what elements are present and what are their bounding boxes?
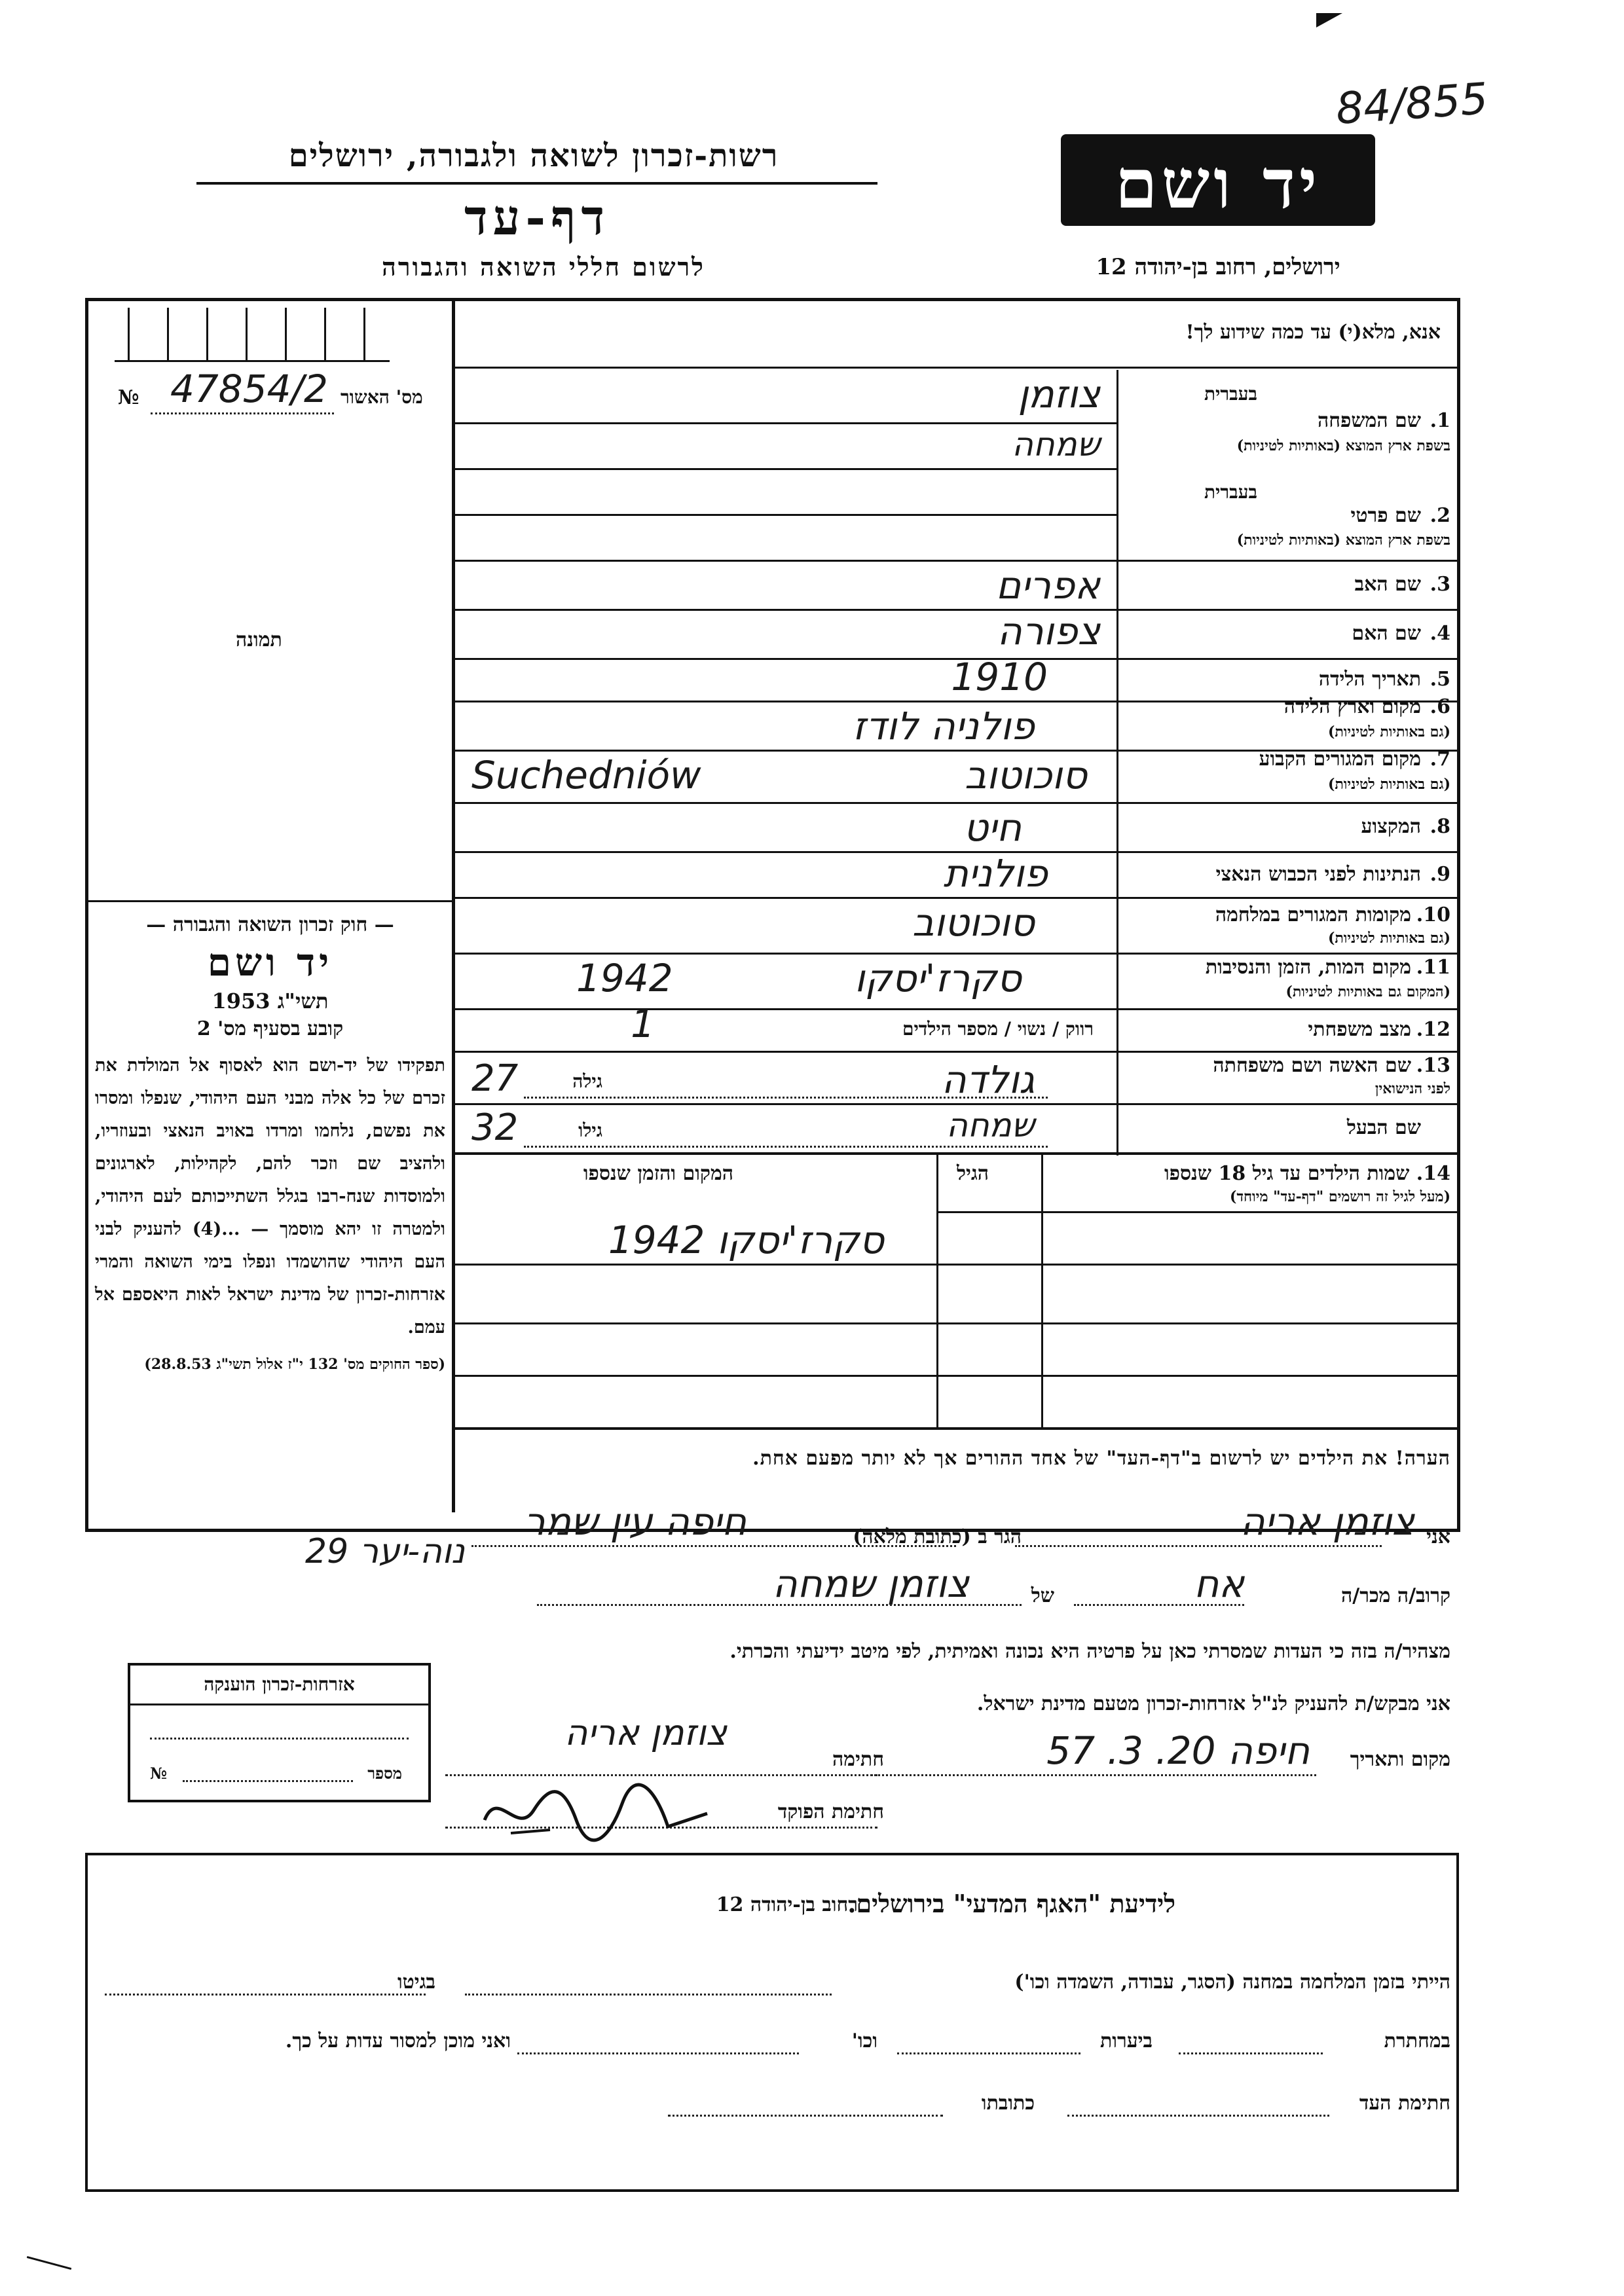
field-10-label: מקומות המגורים במלחמה xyxy=(1215,903,1411,926)
footer-line2-dots-1 xyxy=(1179,2052,1323,2054)
row-line-7 xyxy=(455,802,1457,804)
signature-value: צוזמן אריה xyxy=(564,1712,727,1753)
field-2-num: 2. xyxy=(1430,504,1450,527)
declaration-relation-label: קרוב/ה מכר/ה xyxy=(1341,1584,1450,1607)
photo-label: תמונה xyxy=(236,629,282,651)
footer-line2-b: ביערות xyxy=(1099,2030,1153,2052)
footer-line2-c: וכו' xyxy=(851,2030,877,2052)
officer-signature-label: חתימת הפוקד xyxy=(777,1800,884,1823)
officer-signature xyxy=(471,1774,720,1846)
left-column-divider xyxy=(452,301,455,1512)
field-12-value: 1 xyxy=(631,1002,655,1046)
certificate-ticks xyxy=(115,308,390,362)
husband-age: 32 xyxy=(471,1106,519,1149)
field-8-label: המקצוע xyxy=(1361,815,1421,838)
field-5-num: 5. xyxy=(1430,668,1450,691)
field-13-sub: לפני הנישואין xyxy=(1375,1080,1450,1097)
footer-line3-dots-1 xyxy=(1067,2115,1329,2117)
place-date-value: חיפה 20. 3. 57 xyxy=(1046,1728,1310,1773)
field-3-value: אפרים xyxy=(995,563,1100,608)
yad-vashem-address: ירושלים, רחוב בן-יהודה 12 xyxy=(1096,254,1340,280)
field-2-sub: בשפת ארץ המוצא (באותיות לטיניות) xyxy=(1236,532,1450,549)
certificate-dots xyxy=(151,412,334,414)
footer-line3-b: כתובתו xyxy=(981,2092,1035,2115)
footer-line3-a: חתימת העד xyxy=(1359,2092,1450,2115)
intro-row-line xyxy=(455,367,1457,369)
children-label: 14. שמות הילדים עד גיל 18 שנספו xyxy=(1164,1162,1450,1185)
row-line-12 xyxy=(455,1051,1457,1053)
footer-line2-a: במחתרת xyxy=(1384,2030,1450,2052)
declaration-request: אני מבקש/ת להעניק לנ"ל אזרחות-זכרון מטעם מדינת ישראל. xyxy=(976,1692,1450,1715)
place-date-label: מקום ותאריך xyxy=(1350,1748,1450,1771)
law-section xyxy=(95,913,445,1373)
declaration-relation: אח xyxy=(1194,1561,1244,1606)
children-row-line-1 xyxy=(455,1264,1457,1266)
footer-address: רחוב בן-יהודה 12 xyxy=(716,1893,858,1916)
field-13-age-label: גילה xyxy=(572,1070,602,1092)
certificate-symbol: № xyxy=(118,386,139,409)
field-12-num: 12. xyxy=(1416,1018,1450,1041)
field-10-value: סוכוטוב xyxy=(912,900,1035,945)
citizenship-box-symbol: № xyxy=(150,1764,168,1783)
footer-line2-dots-2 xyxy=(897,2052,1080,2054)
law-name: יד ושם xyxy=(207,940,333,985)
footer-line2-dots-3 xyxy=(517,2052,799,2054)
law-section-ref: קובע בסעיף מס' 2 xyxy=(196,1017,344,1040)
row-line-10 xyxy=(455,953,1457,955)
children-row-1-place: סקרז'יסקו 1942 xyxy=(608,1218,884,1262)
law-divider xyxy=(88,900,452,902)
footer-line1-dots-2 xyxy=(105,1994,426,1995)
law-source: (ספר החוקים מס' 132 י"ז אלול תשי"ג 28.8.53) xyxy=(144,1356,445,1373)
field-7-label: מקום המגורים הקבוע xyxy=(1259,748,1421,771)
citizenship-box xyxy=(128,1663,431,1802)
field-9-num: 9. xyxy=(1430,863,1450,886)
field-1-side: בעברית xyxy=(1204,383,1257,405)
field-13-age: 27 xyxy=(471,1057,519,1100)
citizenship-box-title-line xyxy=(130,1704,428,1705)
children-age-header: הגיל xyxy=(956,1162,989,1185)
logo-text: יד ושם xyxy=(1115,143,1321,224)
field-6-sub: (גם באותיות לטיניות) xyxy=(1327,723,1450,740)
signature-label: חתימה xyxy=(832,1748,884,1771)
field-9-value: פולנית xyxy=(943,851,1048,896)
field-1-label: שם המשפחה xyxy=(1317,409,1421,432)
declaration-address-cont: נוה-יער 29 xyxy=(305,1532,465,1571)
children-row-line-3 xyxy=(455,1375,1457,1377)
field-4-label: שם האם xyxy=(1352,622,1421,645)
law-year-number: 1953 xyxy=(212,989,270,1013)
declaration-i-label: אני xyxy=(1426,1525,1450,1548)
field-3-num: 3. xyxy=(1430,573,1450,596)
children-row-line-2 xyxy=(455,1322,1457,1324)
children-col-1 xyxy=(1041,1154,1043,1429)
field-10-sub: (גם באותיות לטיניות) xyxy=(1327,930,1450,947)
field-8-num: 8. xyxy=(1430,815,1450,838)
husband-value: שמחה xyxy=(946,1106,1035,1144)
citizenship-box-dots-2 xyxy=(183,1780,353,1782)
field-2-side: בעברית xyxy=(1204,481,1257,503)
certificate-label: מס' האשור xyxy=(341,386,423,408)
yad-vashem-logo xyxy=(1061,134,1375,226)
declaration-statement: מצהיר/ה בזה כי העדות שמסרתי כאן על פרטיה היא נכונה ואמיתית, לפי מיטב ידיעתי והכרתי. xyxy=(729,1640,1450,1663)
field-2-label: שם פרטי xyxy=(1350,504,1421,527)
field-7-sub: (גם באותיות לטיניות) xyxy=(1327,776,1450,793)
declaration-of-label: של xyxy=(1031,1584,1054,1607)
field-6-num: 6. xyxy=(1430,695,1450,718)
row-line-1a xyxy=(455,422,1116,424)
law-year-hebrew: תשי"ג xyxy=(277,989,329,1013)
law-heading: — חוק זכרון השואה והגבורה — xyxy=(146,913,394,936)
law-body: תפקידו של יד-ושם הוא לאסוף אל המולדת את זכרם של כל אלה מבני העם היהודי, שנפלו ומסרו את נפשם, נלחמו ומרדו באויב הנאצי ובעוזריו, ולהציב שם וזכר להם, לקהילות, לארגונים ולמוסדות שנח-רבו בגלל השתייכותם לעם היהודי, ולמטרה זו יהא מוסמך — ...(4) להעניק לבני העם היהודי שהושמדו ונפלו בימי השואה והמרי אזרחות-זכרון של מדינת ישראל לאות היאספם אל עמם. xyxy=(95,1055,445,1338)
husband-age-label: גילו xyxy=(578,1120,602,1141)
field-13-value: גולדה xyxy=(941,1057,1035,1102)
field-11-label: מקום המות, הזמן והנסיבות xyxy=(1205,956,1411,979)
row-line-13 xyxy=(455,1103,1457,1105)
field-11-value: סקרז'יסקו xyxy=(854,956,1022,1000)
reference-number: 84/855 xyxy=(1334,73,1490,135)
row-line-1b xyxy=(455,468,1116,470)
field-11-sub: (המקום גם באותיות לטיניות) xyxy=(1285,983,1450,1000)
certificate-number: 47854/2 xyxy=(170,367,328,411)
authority-underline xyxy=(196,182,877,185)
field-13-num: 13. xyxy=(1416,1054,1450,1077)
age-dots-2 xyxy=(524,1146,1048,1148)
field-6-value: פולניה לודז xyxy=(852,704,1035,748)
field-3-label: שם האב xyxy=(1354,573,1421,596)
declaration-address: חיפה עין שמר xyxy=(523,1499,747,1544)
field-1-num: 1. xyxy=(1430,409,1450,432)
declaration-relation-dots xyxy=(1074,1604,1244,1606)
field-5-value: 1910 xyxy=(951,655,1048,699)
footer-line2-d: ואני מוכן למסור עדות על כך. xyxy=(285,2030,511,2052)
row-line-2a xyxy=(455,514,1116,516)
note-text: הערה! את הילדים יש לרשום ב"דף-העד" של אחד ההורים אך לא יותר מפעם אחת. xyxy=(752,1447,1450,1470)
footer-line1-dots xyxy=(465,1994,832,1995)
citizenship-box-dots-1 xyxy=(150,1738,409,1740)
husband-label: שם הבעל xyxy=(1346,1116,1421,1139)
field-1-value: צוזמן xyxy=(1018,372,1100,416)
declaration-name: צוזמן אריה xyxy=(1240,1499,1414,1544)
field-13-label: שם האשה ושם משפחתה xyxy=(1213,1054,1411,1077)
law-year xyxy=(95,989,445,1013)
children-col-2 xyxy=(936,1154,938,1429)
corner-mark xyxy=(1316,13,1342,27)
field-7-value: סוכוטוב xyxy=(965,753,1087,797)
field-1-value2: שמחה xyxy=(1012,426,1100,464)
field-5-label: תאריך הלידה xyxy=(1318,668,1421,691)
row-line-9 xyxy=(455,897,1457,899)
row-line-3 xyxy=(455,609,1457,611)
row-line-2b xyxy=(455,560,1457,562)
field-7-num: 7. xyxy=(1430,748,1450,771)
footer-line3-dots-2 xyxy=(668,2115,943,2117)
field-6-label: מקום וארץ הלידה xyxy=(1283,695,1421,718)
field-1-sub: בשפת ארץ המוצא (באותיות לטיניות) xyxy=(1236,437,1450,454)
field-12-extra-label: רווק / נשוי / מספר הילדים xyxy=(902,1018,1094,1040)
citizenship-box-title: אזרחות-זכרון הוענקה xyxy=(204,1673,355,1695)
age-dots-1 xyxy=(524,1097,1048,1099)
field-11-year: 1942 xyxy=(576,956,673,1000)
declaration-of-dots xyxy=(537,1604,1022,1606)
label-column-divider xyxy=(1116,370,1118,1156)
field-9-label: הנתינות לפני הכבוש הנאצי xyxy=(1215,863,1421,886)
declaration-name-dots xyxy=(1015,1545,1382,1547)
row-line-11 xyxy=(455,1008,1457,1010)
place-date-dots xyxy=(871,1774,1316,1776)
footer-line1-a: הייתי בזמן המלחמה במחנה (הסגר, עבודה, השמדה וכו') xyxy=(1014,1971,1450,1994)
field-4-value: צפורה xyxy=(997,609,1100,653)
field-12-label: מצב משפחתי xyxy=(1308,1018,1411,1041)
field-7-value-latin: Suchedniów xyxy=(471,753,701,797)
citizenship-box-number-label: מספר xyxy=(367,1764,402,1783)
footer-line1-b: בגיטו xyxy=(397,1971,435,1994)
footer-title: לידיעת "האגף המדעי" בירושלים. xyxy=(847,1889,1175,1918)
margin-mark xyxy=(27,2256,71,2270)
children-place-header: המקום והזמן שנספו xyxy=(583,1162,733,1185)
field-10-num: 10. xyxy=(1416,903,1450,926)
declaration-of-name: צוזמן שמחה xyxy=(772,1561,969,1606)
authority-name: רשות-זכרון לשואה ולגבורה, ירושלים xyxy=(288,137,779,174)
field-4-num: 4. xyxy=(1430,622,1450,645)
intro-text: אנא, מלא(י) עד כמה שידוע לך! xyxy=(1185,321,1441,344)
row-line-14 xyxy=(455,1152,1457,1155)
field-11-num: 11. xyxy=(1416,956,1450,979)
form-title: דף-עד xyxy=(464,190,610,246)
declaration-address-dots xyxy=(471,1545,956,1547)
children-header-line xyxy=(938,1211,1457,1213)
form-subtitle: לרשום חללי השואה והגבורה xyxy=(382,252,705,282)
field-8-value: חיט xyxy=(963,805,1022,850)
children-sub: (מעל לגיל זה רושמים "דף-עד" מיוחד) xyxy=(1230,1188,1450,1205)
declaration-address-label: הגר ב (כתובת מלאה) xyxy=(853,1525,1022,1548)
children-bottom-line xyxy=(455,1427,1457,1430)
